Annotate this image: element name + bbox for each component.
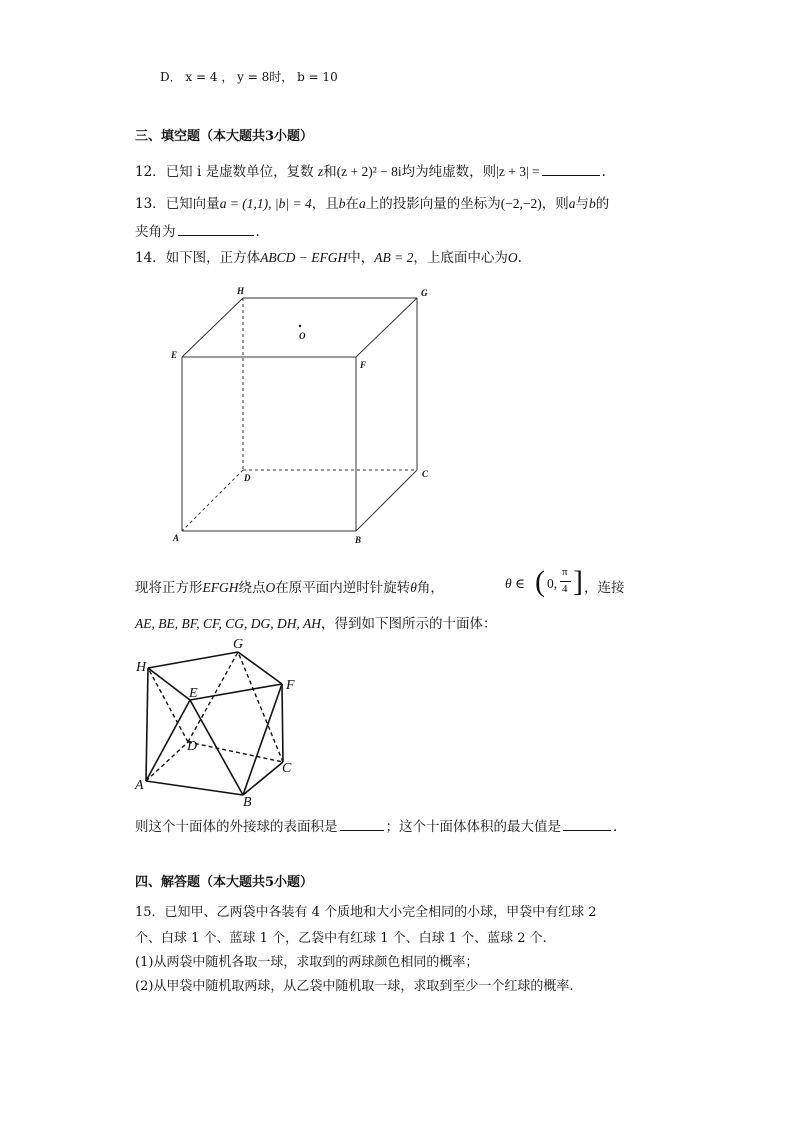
q13-a2: a <box>568 196 576 211</box>
q15-part2: (2)从甲袋中随机取两球，从乙袋中随机取一球，求取到至少一个红球的概率. <box>135 979 574 994</box>
cube-label-e: E <box>171 350 178 360</box>
q12-text-c: 均为纯虚数，则 <box>401 164 497 180</box>
deca-label-b: B <box>243 795 252 810</box>
q14-theta-in: θ ∈ <box>505 576 525 591</box>
deca-label-e: E <box>189 686 198 701</box>
q14-rotate-sq: EFGH <box>202 580 239 595</box>
q14-ab-eq: AB = 2 <box>374 250 414 265</box>
q13-line1-a: 已知向量 <box>165 196 220 212</box>
cube-label-b: B <box>355 535 362 545</box>
q12-expr: (z + 2)² − 8i <box>336 164 402 179</box>
deca-label-h: H <box>136 660 147 675</box>
q13-proj: (−2,−2) <box>500 196 542 211</box>
q12-num: 12． <box>135 164 166 180</box>
q15-line2: 个、白球 1 个、蓝球 1 个，乙袋中有红球 1 个、白球 1 个、蓝球 2 个. <box>135 931 547 946</box>
deca-label-a: A <box>135 778 144 793</box>
q14-interval-four: 4 <box>562 583 568 595</box>
q14-text-b: 中， <box>347 250 375 266</box>
q12-abs-expr: |z + 3| = <box>496 164 540 179</box>
q14-rotate-d: 角， <box>416 580 444 596</box>
q14-center: O <box>507 250 518 265</box>
q13-line1-c: 在 <box>345 196 359 212</box>
deca-label-c: C <box>282 761 292 776</box>
q14-rotate-b: 绕点 <box>238 580 266 596</box>
q14-final-b: ；这个十面体体积的最大值是 <box>385 819 561 835</box>
q14-interval-bracket: ] <box>573 565 583 598</box>
q14-blank-surface-area[interactable] <box>340 818 384 831</box>
q13-line1-e: ，则 <box>541 196 569 212</box>
q14-final-end: . <box>613 819 618 835</box>
q12-text-a: 已知 i 是虚数单位，复数 <box>165 164 318 180</box>
q13-line1-b: ，且 <box>311 196 339 212</box>
q14-rotate-c: 在原平面内逆时针旋转 <box>275 580 411 596</box>
q14-cube-name: ABCD − EFGH <box>260 250 348 265</box>
section4-title: 四、解答题（本大题共5小题） <box>135 875 314 890</box>
q14-end: . <box>517 250 522 266</box>
cube-label-g: G <box>421 288 428 298</box>
q15-line1: 15．已知甲、乙两袋中各装有 4 个质地和大小完全相同的小球，甲袋中有红球 2 <box>135 905 597 920</box>
deca-label-d: D <box>187 739 198 754</box>
q14-final-a: 则这个十面体的外接球的表面积是 <box>135 819 338 835</box>
q14-final-line <box>135 815 617 835</box>
section3-title: 三、填空题（本大题共3小题） <box>135 129 314 144</box>
q12-text-b: 和 <box>323 164 337 180</box>
q12-end: . <box>601 164 606 180</box>
q14-blank-max-volume[interactable] <box>563 818 611 831</box>
q14-num: 14． <box>135 250 166 266</box>
deca-label-f: F <box>286 678 295 693</box>
q13-line2: 夹角为 <box>135 224 176 240</box>
option-d: D． x = 4 ， y = 8时， b = 10 <box>160 70 338 84</box>
q13-a1: a <box>358 196 366 211</box>
q15-part1: (1)从两袋中随机各取一球，求取到的两球颜色相同的概率； <box>135 955 479 970</box>
q14-edges-tail: ，得到如下图所示的十面体： <box>321 616 497 632</box>
q13-line1-g: 的 <box>595 196 610 212</box>
q13-b1: b <box>338 196 346 211</box>
q13-line1-f: 与 <box>575 196 590 212</box>
q14-interval-zero: 0, <box>547 576 558 591</box>
cube-label-h: H <box>237 286 245 296</box>
q14-rotate-o: O <box>265 580 276 595</box>
q13-vec-def: a = (1,1), |b| = 4 <box>219 196 312 211</box>
q14-text-c: ，上底面中心为 <box>413 250 508 266</box>
q13-end: . <box>255 224 260 240</box>
q13-line1-d: 上的投影向量的坐标为 <box>365 196 501 212</box>
cube-label-c: C <box>422 469 429 479</box>
q14-edges: AE, BE, BF, CF, CG, DG, DH, AH <box>135 616 322 631</box>
cube-label-d: D <box>244 473 251 483</box>
deca-label-g: G <box>233 637 244 652</box>
q14-text-a: 如下图，正方体 <box>165 250 261 266</box>
q12-var-z: z <box>317 164 324 179</box>
q13-b2: b <box>589 196 596 211</box>
q14-interval-pi: π <box>562 566 568 578</box>
cube-label-o: O <box>299 331 306 341</box>
q14-theta: θ <box>410 580 417 595</box>
q13-num: 13． <box>135 196 166 212</box>
cube-label-a: A <box>173 533 180 543</box>
q14-rotate-a: 现将正方形 <box>135 580 203 596</box>
q14-interval-paren: ( <box>535 565 545 598</box>
q14-rotate-e: ，连接 <box>584 580 625 596</box>
cube-label-f: F <box>360 360 367 370</box>
